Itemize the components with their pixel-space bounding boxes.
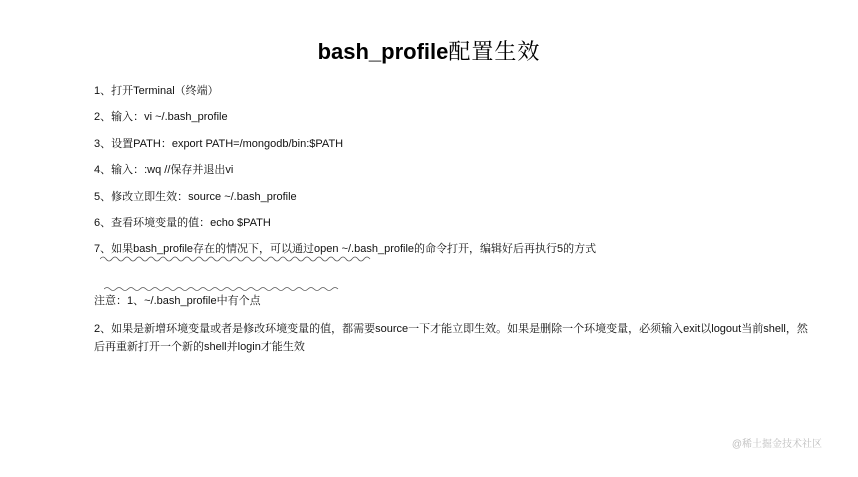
- title-bold-part: bash_profile: [317, 39, 449, 64]
- title-rest-part: 配置生效: [448, 40, 541, 65]
- squiggle-underline-mark-2: [104, 286, 344, 292]
- note-1: 注意：1、~/.bash_profile中有个点: [94, 295, 261, 307]
- step-2: 2、输入：vi ~/.bash_profile: [94, 111, 228, 123]
- step-7: 7、如果bash_profile存在的情况下，可以通过open ~/.bash_profile的命令打开，编辑好后再执行5的方式: [94, 243, 597, 255]
- step-3: 3、设置PATH：export PATH=/mongodb/bin:$PATH: [94, 138, 344, 150]
- note-2: 2、如果是新增环境变量或者是修改环境变量的值，都需要source一下才能立即生效。如果是删除一个环境变量，必须输入exit以logout当前shell，然后再重新打开一个新的shell并login才能生效: [94, 323, 808, 353]
- document-title: [0, 38, 858, 67]
- step-1: 1、打开Terminal（终端）: [94, 85, 219, 97]
- watermark-text: @稀土掘金技术社区: [731, 439, 822, 450]
- squiggle-underline-mark: [100, 255, 375, 263]
- step-6: 6、查看环境变量的值：echo $PATH: [94, 217, 271, 229]
- step-5: 5、修改立即生效：source ~/.bash_profile: [94, 191, 297, 203]
- step-4: 4、输入：:wq //保存并退出vi: [94, 164, 234, 176]
